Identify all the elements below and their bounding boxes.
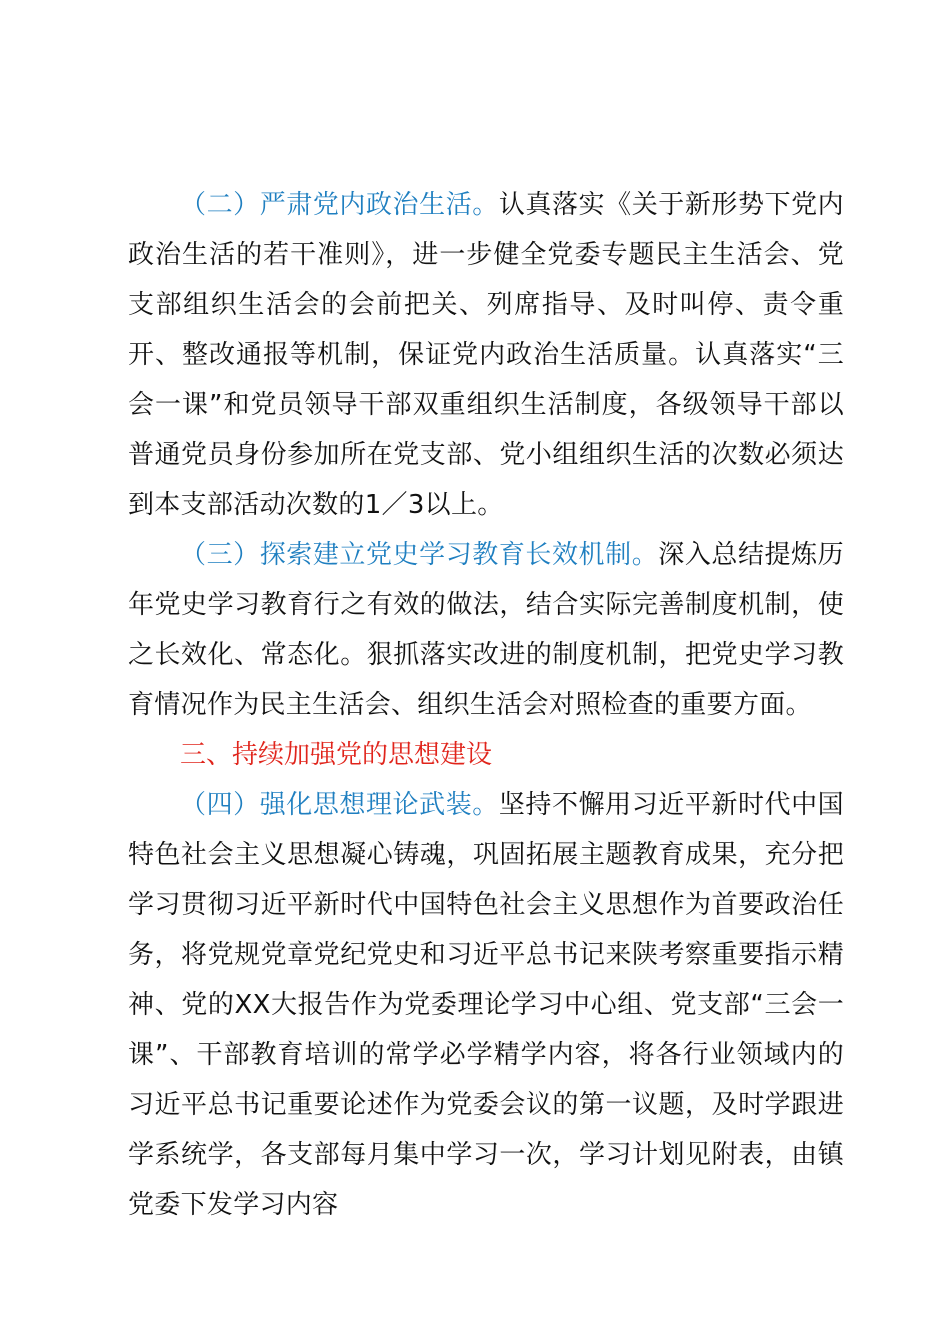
section-lead-4: （四）强化思想理论武装。 [180,790,499,820]
section-body-2: 认真落实《关于新形势下党内政治生活的若干准则》，进一步健全党委专题民主生活会、党支部组织生活会的会前把关、列席指导、及时叫停、责令重开、整改通报等机制，保证党内政治生活质量。认真落实“三会一课”和党员领导干部双重组织生活制度，各级领导干部以普通党员身份参加所在党支部、党小组组织生活的次数必须达到本支部活动次数的1／3以上。 [128,190,844,520]
paragraph-theory [128,780,844,1230]
paragraph-political-life [128,180,844,530]
section-lead-3: （三）探索建立党史学习教育长效机制。 [180,540,659,570]
section-body-4: 坚持不懈用习近平新时代中国特色社会主义思想凝心铸魂，巩固拓展主题教育成果，充分把学习贯彻习近平新时代中国特色社会主义思想作为首要政治任务，将党规党章党纪党史和习近平总书记来陕考察重要指示精神、党的XX大报告作为党委理论学习中心组、党支部“三会一课”、干部教育培训的常学必学精学内容，将各行业领域内的习近平总书记重要论述作为党委会议的第一议题，及时学跟进学系统学，各支部每月集中学习一次，学习计划见附表，由镇党委下发学习内容 [128,790,844,1220]
document-page [128,180,844,1230]
section-body-3: 深入总结提炼历年党史学习教育行之有效的做法，结合实际完善制度机制，使之长效化、常态化。狠抓落实改进的制度机制，把党史学习教育情况作为民主生活会、组织生活会对照检查的重要方面。 [128,540,844,720]
section-heading: 三、持续加强党的思想建设 [180,740,493,770]
paragraph-party-history [128,530,844,730]
section-lead-2: （二）严肃党内政治生活。 [180,190,499,220]
